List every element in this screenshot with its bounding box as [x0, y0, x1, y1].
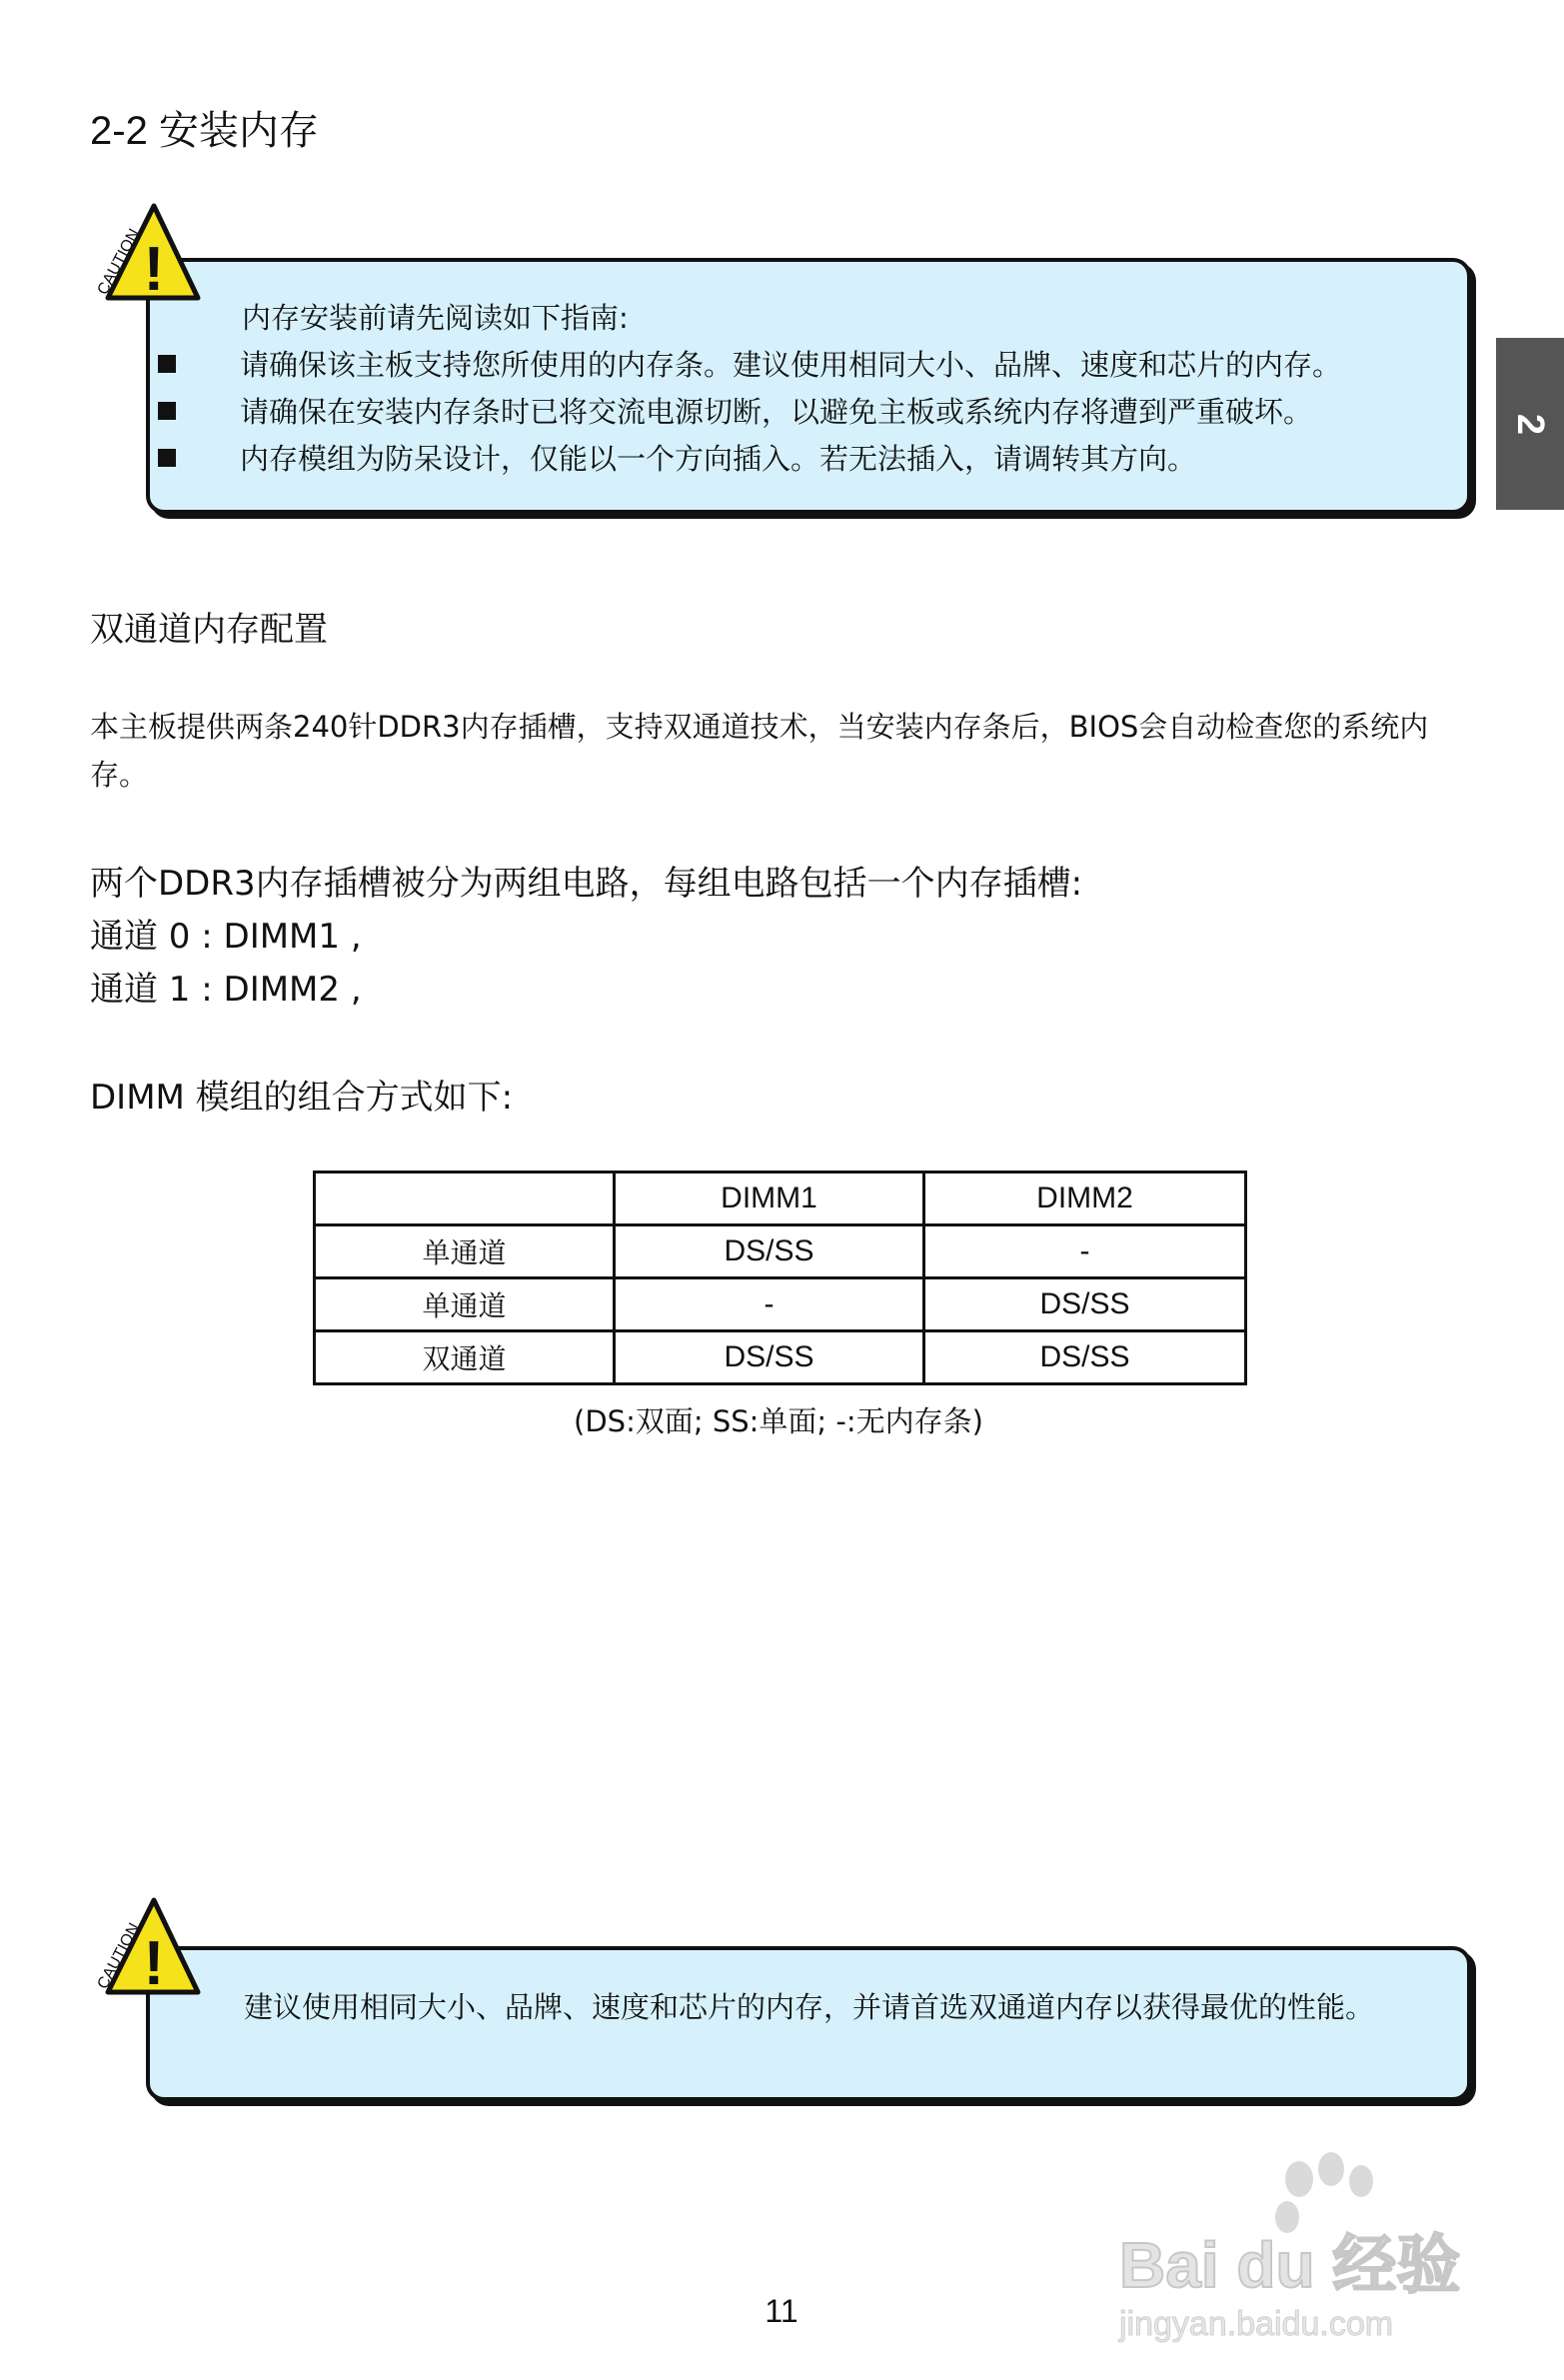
caution-warning-icon	[88, 1890, 206, 2008]
bullet-square-icon	[158, 449, 176, 467]
watermark-url: jingyan.baidu.com	[1119, 2305, 1394, 2343]
table-cell: -	[615, 1278, 924, 1331]
page-number: 11	[765, 2293, 798, 2329]
table-header-cell: DIMM2	[924, 1173, 1246, 1225]
caution-mark: !	[143, 235, 165, 304]
table-row	[315, 1278, 1246, 1331]
table-row-label: 单通道	[315, 1225, 615, 1278]
body-paragraph: 本主板提供两条240针DDR3内存插槽，支持双通道技术，当安装内存条后，BIOS会自动检查您的系统内存。	[90, 710, 1429, 792]
chapter-tab-label: 2	[1509, 413, 1552, 435]
table-note: (DS:双面; SS:单面; -:无内存条)	[574, 1404, 983, 1438]
table-header-cell: DIMM1	[615, 1173, 924, 1225]
caution-mark: !	[143, 1929, 165, 1998]
section-title: 2-2 安装内存	[90, 109, 319, 153]
table-header-cell	[315, 1173, 615, 1225]
caution-label: CAUTION	[94, 226, 144, 298]
table-cell: -	[924, 1225, 1246, 1278]
table-caption: DIMM 模组的组合方式如下:	[90, 1078, 514, 1118]
table-header-row	[315, 1173, 1246, 1225]
watermark-logo: Bai du 经验	[1119, 2229, 1461, 2301]
caution-bullet: 请确保该主板支持您所使用的内存条。建议使用相同大小、品牌、速度和芯片的内存。	[158, 342, 1447, 389]
bullet-square-icon	[158, 402, 176, 420]
table-cell: DS/SS	[924, 1278, 1246, 1331]
table-row-label: 单通道	[315, 1278, 615, 1331]
caution-bullet: 请确保在安装内存条时已将交流电源切断，以避免主板或系统内存将遭到严重破坏。	[158, 389, 1447, 436]
table-cell: DS/SS	[924, 1331, 1246, 1384]
channel-0-line: 通道 0 : DIMM1 ,	[90, 917, 362, 957]
table-cell: DS/SS	[615, 1331, 924, 1384]
chapter-tab	[1496, 338, 1564, 510]
table-cell: DS/SS	[615, 1225, 924, 1278]
table-row	[315, 1225, 1246, 1278]
dual-channel-heading: 双通道内存配置	[90, 610, 328, 650]
baidu-jingyan-watermark	[1109, 2147, 1489, 2347]
bullet-square-icon	[158, 355, 176, 373]
caution-2-text: 建议使用相同大小、品牌、速度和芯片的内存，并请首选双通道内存以获得最优的性能。	[244, 1990, 1375, 2024]
caution-warning-icon	[88, 196, 206, 314]
caution-bullet: 内存模组为防呆设计，仅能以一个方向插入。若无法插入，请调转其方向。	[158, 436, 1447, 483]
table-row	[315, 1331, 1246, 1384]
body-line: 两个DDR3内存插槽被分为两组电路，每组电路包括一个内存插槽:	[90, 864, 1083, 904]
table-row-label: 双通道	[315, 1331, 615, 1384]
dimm-config-table	[313, 1171, 1247, 1385]
channel-1-line: 通道 1 : DIMM2 ,	[90, 970, 362, 1010]
caution-label: CAUTION	[94, 1920, 144, 1992]
caution-intro: 内存安装前请先阅读如下指南:	[242, 301, 629, 335]
